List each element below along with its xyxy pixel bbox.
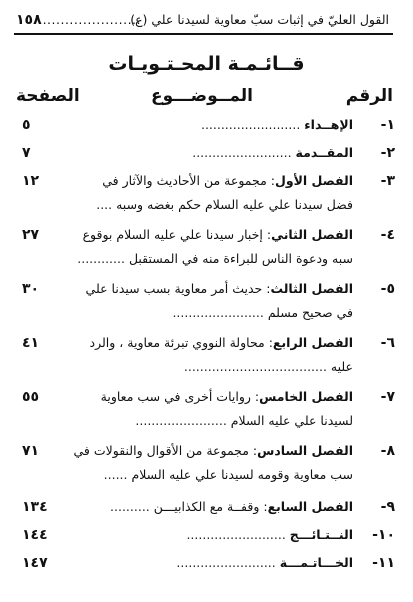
toc-row-line1: : وقفــة مع الكذابيـــن <box>153 499 268 514</box>
toc-row-lead: الفصل السادس <box>257 443 353 458</box>
toc-row-text <box>78 222 353 248</box>
toc-row-leader: ....................... <box>135 413 227 428</box>
toc-row-page: ٢٧ <box>22 227 40 243</box>
toc-row-number: ١٠- <box>372 527 395 543</box>
toc-column-headers <box>16 86 393 110</box>
toc-row-page: ٧١ <box>22 443 40 459</box>
toc-row-leader: ......................... <box>186 527 286 542</box>
toc-row-number: ٣- <box>380 173 395 189</box>
toc-title: قــائـمـة المحـتـويـات <box>108 53 305 75</box>
column-header-topic: المــوضـــوع <box>150 86 253 106</box>
toc-row-text <box>78 550 353 576</box>
toc-row <box>0 276 413 320</box>
toc-row-page: ١٢ <box>22 173 40 189</box>
column-header-number: الرقم <box>345 86 393 106</box>
toc-row-text <box>78 140 353 166</box>
running-header-leader: ....................... <box>38 12 141 27</box>
toc-row-line1: : حديث أمر معاوية بسب سيدنا علي <box>85 281 271 296</box>
toc-row-number: ٩- <box>380 499 395 515</box>
toc-row-number: ١١- <box>372 555 395 571</box>
toc-row-continuation <box>78 410 353 432</box>
toc-row-line2: فضل سيدنا علي عليه السلام حكم بغضه وسبه <box>116 197 353 212</box>
toc-row-text <box>78 330 353 356</box>
toc-row-line1: : روايات أخرى في سب معاوية <box>100 389 260 404</box>
toc-row-continuation <box>78 302 353 324</box>
toc-row-lead: المقــدمة <box>295 145 353 160</box>
toc-row-lead: الفصل الثالث <box>270 281 353 296</box>
toc-row-page: ٣٠ <box>22 281 40 297</box>
toc-row-leader: .......... <box>110 499 150 514</box>
toc-row <box>0 222 413 266</box>
toc-row-continuation <box>78 464 353 486</box>
toc-row-number: ٤- <box>380 227 395 243</box>
toc-row-text <box>78 522 353 548</box>
toc-row-number: ٦- <box>380 335 395 351</box>
toc-row-continuation <box>78 194 353 216</box>
toc-row-text <box>73 438 353 464</box>
toc-row <box>0 438 413 482</box>
toc-row-page: ١٣٤ <box>22 499 48 515</box>
toc-row-line2: عليه <box>330 359 353 374</box>
toc-row-number: ٧- <box>380 389 395 405</box>
toc-row <box>0 168 413 212</box>
toc-row <box>0 522 413 548</box>
toc-row <box>0 550 413 576</box>
toc-row-leader: .... <box>96 197 113 212</box>
toc-row <box>0 494 413 520</box>
toc-row-page: ١٤٧ <box>22 555 48 571</box>
toc-row <box>0 384 413 428</box>
toc-row-page: ١٤٤ <box>22 527 48 543</box>
toc-row-leader: ...... <box>103 467 128 482</box>
toc-row-leader: ............ <box>77 251 125 266</box>
column-header-page: الصفحة <box>16 86 80 106</box>
toc-row-lead: الفصل الأول <box>274 173 353 188</box>
toc-row-line1: : مجموعة من الأحاديث والآثار في <box>102 173 275 188</box>
toc-row-text <box>78 384 353 410</box>
toc-row <box>0 112 413 138</box>
toc-row <box>0 330 413 374</box>
toc-row-leader: ......................... <box>200 117 301 132</box>
toc-row-lead: الخـــاتـمـــة <box>279 555 353 570</box>
toc-row-lead: الفصل الخامس <box>259 389 353 404</box>
toc-row-lead: الفصل الثاني <box>271 227 353 242</box>
toc-row-page: ٤١ <box>22 335 40 351</box>
running-header <box>16 9 389 31</box>
page-number: ١٥٨ <box>16 12 42 28</box>
toc-row-lead: الإهــداء <box>304 117 353 132</box>
toc-row-number: ٥- <box>380 281 395 297</box>
toc-row-text <box>78 168 353 194</box>
toc-row-number: ٢- <box>380 145 395 161</box>
toc-row-page: ٧ <box>22 145 31 161</box>
toc-row-line2: لسيدنا علي عليه السلام <box>230 413 353 428</box>
toc-row-continuation <box>78 356 353 378</box>
toc-row-leader: ......................... <box>176 555 276 570</box>
toc-row-lead: الفصل السابع <box>267 499 353 514</box>
toc-row-text <box>78 494 353 520</box>
toc-row-continuation <box>78 248 353 270</box>
toc-row <box>0 140 413 166</box>
toc-row-lead: النــتـائـــج <box>289 527 353 542</box>
running-header-title: القول العليّ في إثبات سبّ معاوية لسيدنا علي (ع) <box>130 12 389 27</box>
toc-row-leader: ......................... <box>192 145 292 160</box>
toc-row-page: ٥٥ <box>22 389 40 405</box>
toc-row-page: ٥ <box>22 117 31 133</box>
toc-row-text <box>78 112 353 138</box>
toc-row-lead: الفصل الرابع <box>272 335 353 350</box>
toc-row-line2: سب معاوية وقومه لسيدنا علي عليه السلام <box>131 467 353 482</box>
header-rule <box>14 33 393 35</box>
toc-row-number: ٨- <box>380 443 395 459</box>
toc-row-line2: سبه ودعوة الناس للبراءة منه في المستقبل <box>128 251 353 266</box>
toc-row-leader: ....................... <box>172 305 264 320</box>
toc-row-line1: : إخبار سيدنا علي عليه السلام بوقوع <box>82 227 272 242</box>
toc-row-leader: .................................... <box>183 359 327 374</box>
toc-row-number: ١- <box>380 117 395 133</box>
toc-row-text <box>78 276 353 302</box>
toc-row-line1: : مجموعة من الأقوال والنقولات في <box>73 443 258 458</box>
toc-row-line2: في صحيح مسلم <box>267 305 353 320</box>
toc-row-line1: : محاولة النووي تبرئة معاوية ، والرد <box>89 335 273 350</box>
